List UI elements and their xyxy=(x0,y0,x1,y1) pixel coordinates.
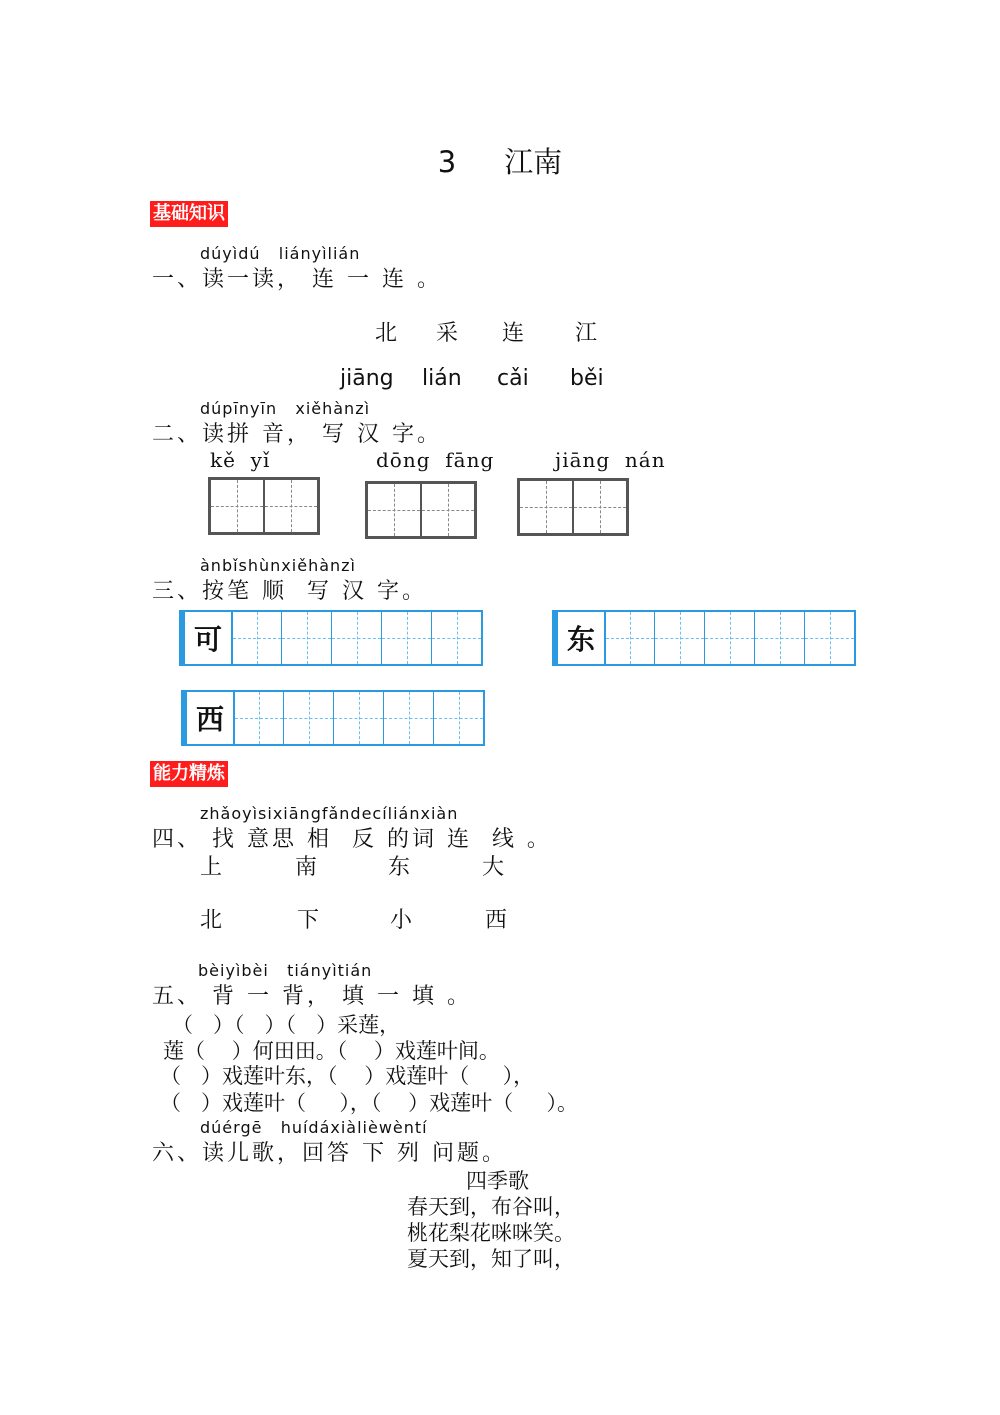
q4-bottom-char: 小 xyxy=(390,908,413,933)
model-char: 东 xyxy=(554,612,604,664)
fill-line: （ ）（ ）（ ）采莲， xyxy=(172,1013,401,1037)
writing-cell[interactable] xyxy=(804,612,854,664)
writing-cell[interactable] xyxy=(263,480,317,532)
writing-cell[interactable] xyxy=(431,612,481,664)
stroke-row-ke[interactable] xyxy=(179,610,483,666)
writing-cell[interactable] xyxy=(420,484,474,536)
q4-top-char: 东 xyxy=(388,855,411,880)
q2-pinyin: dúpīnyīn xiěhànzì xyxy=(200,399,371,418)
q2-label: 二、读拼 音， 写 汉 字。 xyxy=(152,422,442,447)
q4-bottom-char: 北 xyxy=(200,908,223,933)
q3-label: 三、按笔 顺 写 汉 字。 xyxy=(152,579,427,604)
fill-line: （ ）戏莲叶（ ），（ ）戏莲叶（ ）。 xyxy=(160,1091,578,1115)
writing-cell[interactable] xyxy=(704,612,754,664)
q2-word-pinyin: jiāng nán xyxy=(555,448,666,472)
q4-label: 四、 找 意思 相 反 的词 连 线 。 xyxy=(152,827,552,852)
writing-cell[interactable] xyxy=(604,612,654,664)
writing-cell[interactable] xyxy=(211,480,263,532)
q4-top-char: 南 xyxy=(295,855,318,880)
writing-cell[interactable] xyxy=(754,612,804,664)
q1-pinyin-option: běi xyxy=(570,366,604,391)
writing-cell[interactable] xyxy=(433,692,483,744)
q1-char: 连 xyxy=(502,321,525,346)
q1-pinyin-option: lián xyxy=(422,366,462,391)
q1-label: 一、读一读， 连 一 连 。 xyxy=(152,267,442,292)
q6-label: 六、读儿歌，回答 下 列 问题。 xyxy=(152,1141,507,1166)
poem-title: 四季歌 xyxy=(466,1169,529,1193)
q4-bottom-char: 下 xyxy=(297,908,320,933)
writing-cell[interactable] xyxy=(333,692,383,744)
model-char: 可 xyxy=(181,612,231,664)
lesson-title: 江南 xyxy=(504,145,563,179)
model-char: 西 xyxy=(183,692,233,744)
q2-word-pinyin: dōng fāng xyxy=(376,448,495,472)
stroke-row-dong[interactable] xyxy=(552,610,856,666)
section-badge-basic: 基础知识 xyxy=(150,201,228,227)
writing-grid-jiangnan[interactable] xyxy=(517,478,629,536)
writing-cell[interactable] xyxy=(231,612,281,664)
writing-cell[interactable] xyxy=(368,484,420,536)
poem-line: 桃花梨花咪咪笑。 xyxy=(407,1221,575,1245)
writing-cell[interactable] xyxy=(281,612,331,664)
q3-pinyin: ànbǐshùnxiěhànzì xyxy=(200,556,356,575)
q4-pinyin: zhǎoyìsixiāngfǎndecíliánxiàn xyxy=(200,804,459,823)
q5-label: 五、 背 一 背， 填 一 填 。 xyxy=(152,984,472,1009)
writing-cell[interactable] xyxy=(233,692,283,744)
poem-line: 夏天到，知了叫， xyxy=(407,1247,575,1271)
writing-cell[interactable] xyxy=(381,612,431,664)
q1-pinyin-option: jiāng xyxy=(340,366,394,391)
writing-cell[interactable] xyxy=(331,612,381,664)
poem-line: 春天到，布谷叫， xyxy=(407,1195,575,1219)
stroke-row-xi[interactable] xyxy=(181,690,485,746)
q4-bottom-char: 西 xyxy=(485,908,508,933)
page-title xyxy=(0,140,1000,181)
q1-char: 北 xyxy=(375,321,398,346)
writing-cell[interactable] xyxy=(283,692,333,744)
writing-cell[interactable] xyxy=(520,481,572,533)
q2-word-pinyin: kě yǐ xyxy=(210,448,271,472)
fill-line: 莲（ ）何田田。（ ）戏莲叶间。 xyxy=(163,1039,500,1063)
writing-cell[interactable] xyxy=(572,481,626,533)
section-badge-ability: 能力精炼 xyxy=(150,761,228,787)
q5-pinyin: bèiyìbèi tiányìtián xyxy=(198,961,373,980)
lesson-number: 3 xyxy=(437,145,457,179)
q4-top-char: 上 xyxy=(200,855,223,880)
q4-top-char: 大 xyxy=(482,855,505,880)
q1-char: 江 xyxy=(575,321,598,346)
q6-pinyin: dúérgē huídáxiàlièwèntí xyxy=(200,1118,428,1137)
q1-char: 采 xyxy=(436,321,459,346)
writing-grid-dongfang[interactable] xyxy=(365,481,477,539)
writing-grid-keyi[interactable] xyxy=(208,477,320,535)
fill-line: （ ）戏莲叶东，（ ）戏莲叶（ ）， xyxy=(160,1064,535,1088)
writing-cell[interactable] xyxy=(383,692,433,744)
q1-pinyin: dúyìdú liányìlián xyxy=(200,244,361,263)
writing-cell[interactable] xyxy=(654,612,704,664)
q1-pinyin-option: cǎi xyxy=(497,366,529,391)
